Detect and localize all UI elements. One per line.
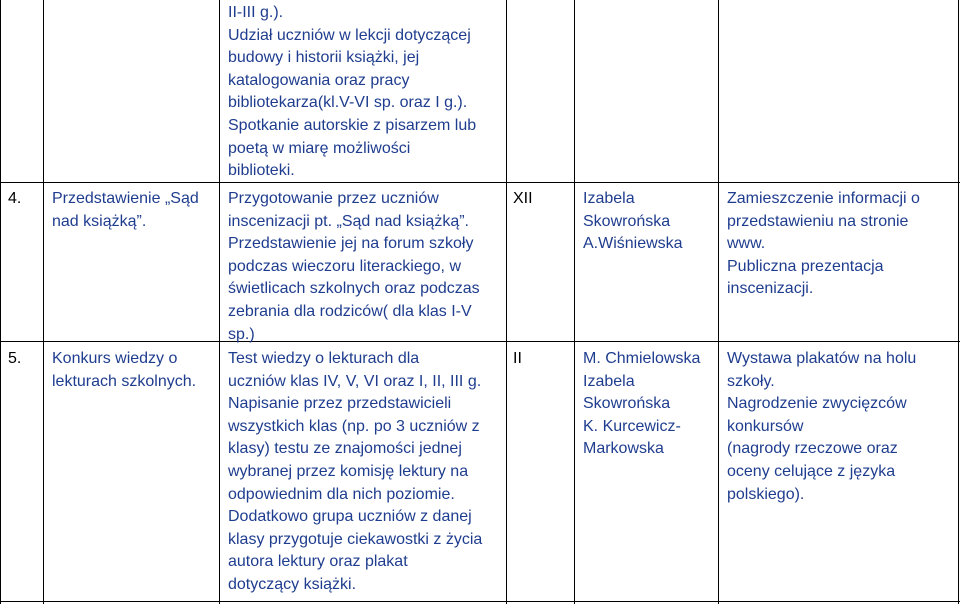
- text-line: konkursów: [727, 417, 804, 435]
- table-row-divider: [0, 182, 960, 183]
- text-line: bibliotekarza(kl.V-VI sp. oraz I g.).: [228, 94, 468, 112]
- text-line: katalogowania oraz pracy: [228, 71, 410, 89]
- text-line: Przygotowanie przez uczniów: [228, 190, 439, 207]
- text-line: przedstawieniu na stronie: [727, 212, 909, 230]
- table-row-divider: [0, 601, 960, 602]
- continued-activity-description: [228, 2, 476, 183]
- text-line: zebrania dla rodziców( dla klas I-V: [228, 302, 472, 320]
- text-line: polskiego).: [727, 485, 805, 503]
- text-line: Spotkanie autorskie z pisarzem lub: [228, 116, 477, 134]
- table-border-left: [0, 0, 1, 604]
- text-line: inscenizacji pt. „Sąd nad książką”.: [228, 212, 469, 230]
- text-line: Test wiedzy o lekturach dla: [228, 350, 420, 367]
- table-column-divider: [219, 0, 220, 604]
- responsible-persons: [583, 348, 700, 461]
- row-number: 4.: [8, 190, 22, 207]
- text-line: (nagrody rzeczowe oraz: [727, 440, 898, 458]
- text-line: Napisanie przez przedstawicieli: [228, 395, 452, 413]
- activity-description: [228, 188, 480, 346]
- text-line: sp.): [228, 325, 255, 343]
- activity-description: [228, 348, 482, 597]
- text-line: nad książką”.: [52, 212, 147, 230]
- table-column-divider: [43, 0, 44, 604]
- text-line: Zamieszczenie informacji o: [727, 190, 920, 207]
- text-line: M. Chmielowska: [583, 350, 701, 367]
- text-line: wszystkich klas (np. po 3 uczniów z: [228, 417, 480, 435]
- text-line: oceny celujące z języka: [727, 462, 896, 480]
- text-line: dotyczący książki.: [228, 575, 357, 593]
- expected-outcome: [727, 188, 920, 301]
- text-line: Skowrońska: [583, 212, 671, 230]
- month: XII: [513, 190, 533, 207]
- text-line: K. Kurcewicz-: [583, 417, 681, 435]
- activity-title: [52, 348, 196, 393]
- text-line: podczas wieczoru literackiego, w: [228, 257, 461, 275]
- text-line: Przedstawienie „Sąd: [52, 190, 199, 207]
- table-column-divider: [574, 0, 575, 604]
- activity-title: [52, 188, 199, 233]
- text-line: odpowiednim dla nich poziomie.: [228, 485, 455, 503]
- text-line: klasy przygotuje ciekawostki z życia: [228, 530, 483, 548]
- text-line: autora lektury oraz plakat: [228, 553, 408, 571]
- text-line: Wystawa plakatów na holu: [727, 350, 917, 367]
- text-line: inscenizacji.: [727, 280, 814, 298]
- text-line: szkoły.: [727, 372, 775, 390]
- text-line: Dodatkowo grupa uczniów z danej: [228, 508, 472, 526]
- table-column-divider: [718, 0, 719, 604]
- text-line: Nagrodzenie zwycięzców: [727, 395, 907, 413]
- text-line: Udział uczniów w lekcji dotyczącej: [228, 26, 471, 44]
- row-number: 5.: [8, 350, 22, 367]
- text-line: Izabela: [583, 190, 635, 207]
- text-line: Przedstawienie jej na forum szkoły: [228, 235, 474, 253]
- expected-outcome: [727, 348, 916, 506]
- text-line: Izabela: [583, 372, 635, 390]
- text-line: II-III g.).: [228, 4, 284, 21]
- text-line: budowy i historii książki, jej: [228, 49, 420, 67]
- table-column-divider: [506, 0, 507, 604]
- text-line: www.: [727, 235, 766, 253]
- text-line: uczniów klas IV, V, VI oraz I, II, III g.: [228, 372, 482, 390]
- responsible-persons: [583, 188, 683, 256]
- month: II: [513, 350, 522, 367]
- text-line: klasy) testu ze znajomości jednej: [228, 440, 462, 458]
- text-line: Konkurs wiedzy o: [52, 350, 178, 367]
- text-line: A.Wiśniewska: [583, 235, 683, 253]
- text-line: Publiczna prezentacja: [727, 257, 884, 275]
- text-line: poetą w miarę możliwości: [228, 139, 411, 157]
- text-line: Markowska: [583, 440, 664, 458]
- text-line: wybranej przez komisję lektury na: [228, 462, 469, 480]
- text-line: świetlicach szkolnych oraz podczas: [228, 280, 480, 298]
- text-line: lekturach szkolnych.: [52, 372, 197, 390]
- text-line: Skowrońska: [583, 395, 671, 413]
- table-row-divider: [0, 341, 960, 342]
- table-border-right: [958, 0, 959, 604]
- text-line: biblioteki.: [228, 162, 295, 180]
